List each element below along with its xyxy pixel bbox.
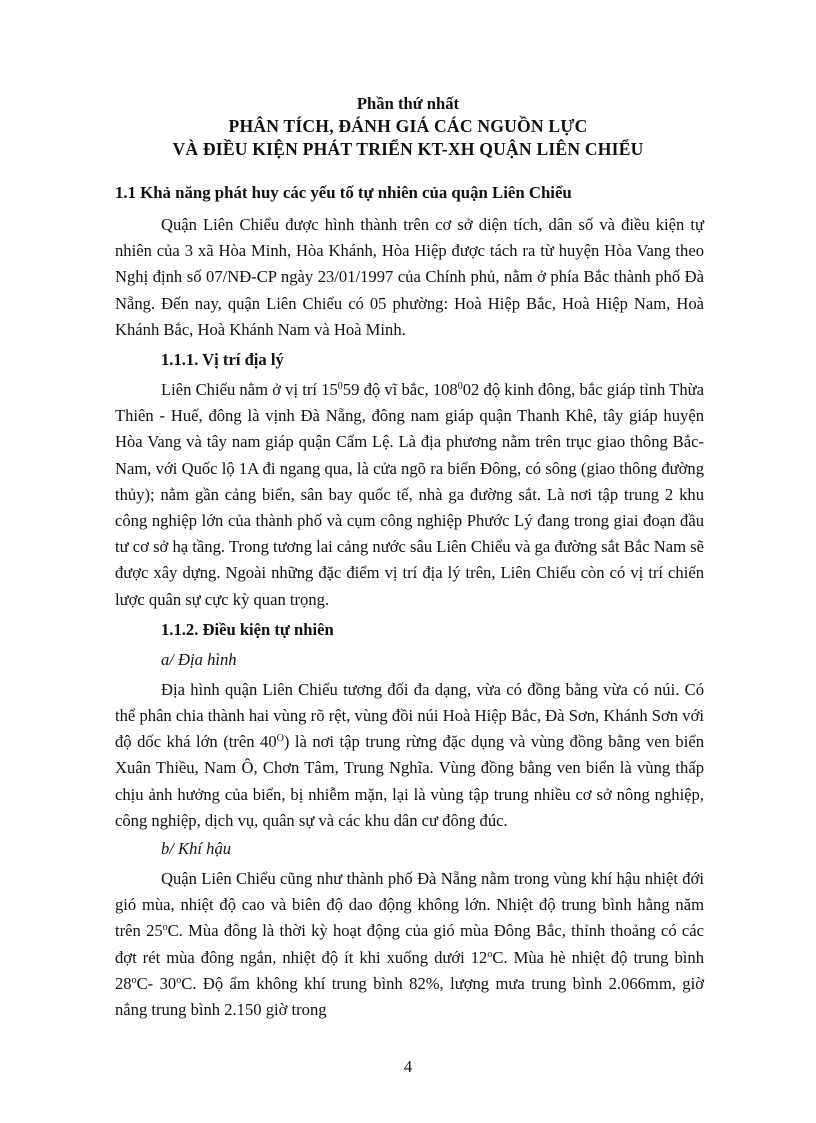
natural-conditions-title: 1.1.2. Điều kiện tự nhiên (161, 619, 334, 639)
chapter-title-line-1: PHÂN TÍCH, ĐÁNH GIÁ CÁC NGUỒN LỰC (228, 116, 588, 136)
terrain-paragraph: Địa hình quận Liên Chiểu tương đối đa dạng, vừa có đồng bằng vừa có núi. Có thể phân chia thành hai vùng rõ rệt, vùng đồi núi Hoà Hiệp Bắc, Đà Sơn, Khánh Sơn với độ dốc khá lớn (trên $40^O$) là nơi tập trung rừng đặc dụng và vùng đồng bằng ven biển Xuân Thiều, Nam Ô, Chơn Tâm, Trung Nghĩa. Vùng đồng bằng ven biển là vùng thấp chịu ảnh hưởng của biển, bị nhiễm mặn, lại là vùng tập trung nhiều cơ sở nông nghiệp, công nghiệp, dịch vụ, quân sự và các khu dân cư đông đúc. (115, 679, 705, 830)
terrain-title: a/ Địa hình (161, 649, 237, 669)
climate-paragraph: Quận Liên Chiểu cũng như thành phố Đà Nẵng nằm trong vùng khí hậu nhiệt đới gió mùa, nhiệt độ cao và biên độ dao động không lớn. Nhiệt độ trung bình hằng năm trên 25$^o$C. Mùa đông là thời kỳ hoạt động của gió mùa Đông Bắc, thỉnh thoảng có các đợt rét mùa đông ngắn, nhiệt độ ít khi xuống dưới 12$^o$C. Mùa hè nhiệt độ trung bình 28$^o$C- 30$^o$C. Độ ẩm không khí trung bình 82%, lượng mưa trung bình 2.066mm, giờ nắng trung bình 2.150 giờ trong (115, 869, 705, 1020)
location-paragraph: Liên Chiểu nằm ở vị trí $15^059$ độ vĩ bắc, $108^002$ độ kinh đông, bắc giáp tỉnh Thừa Thiên - Huế, đông là vịnh Đà Nẵng, đông nam giáp quận Thanh Khê, tây giáp huyện Hòa Vang và tây nam giáp quận Cẩm Lệ. Là địa phương nằm trên trục giao thông Bắc-Nam, với Quốc lộ 1A đi ngang qua, là cửa ngõ ra biển Đông, có sông (giao thông đường thủy); nằm gần cảng biển, sân bay quốc tế, nhà ga đường sắt. Là nơi tập trung 2 khu công nghiệp lớn của thành phố và cụm công nghiệp Phước Lý đang trong giai đoạn đầu tư cơ sở hạ tầng. Trong tương lai cảng nước sâu Liên Chiểu và ga đường sắt Bắc Nam sẽ được xây dựng. Ngoài những đặc điểm vị trí địa lý trên, Liên Chiểu còn có vị trí chiến lược quân sự cực kỳ quan trọng. (115, 380, 705, 609)
page-number: 4 (403, 1057, 413, 1076)
part-label: Phần thứ nhất (356, 94, 460, 113)
intro-paragraph: Quận Liên Chiểu được hình thành trên cơ sở diện tích, dân số và điều kiện tự nhiên của 3 xã Hòa Minh, Hòa Khánh, Hòa Hiệp được tách ra từ huyện Hòa Vang theo Nghị định số 07/NĐ-CP ngày 23/01/1997 của Chính phủ, nằm ở phía Bắc thành phố Đà Nẵng. Đến nay, quận Liên Chiểu có 05 phường: Hoà Hiệp Bắc, Hoà Hiệp Nam, Hoà Khánh Bắc, Hoà Khánh Nam và Hoà Minh. (115, 215, 704, 339)
chapter-title-line-2: VÀ ĐIỀU KIỆN PHÁT TRIỂN KT-XH QUẬN LIÊN CHIỂU (172, 139, 644, 159)
section-title: 1.1 Khả năng phát huy các yếu tố tự nhiên của quận Liên Chiểu (115, 183, 572, 202)
body-text (115, 180, 704, 1023)
location-title: 1.1.1. Vị trí địa lý (161, 350, 284, 370)
chapter-heading (100, 92, 716, 161)
climate-title: b/ Khí hậu (161, 839, 232, 859)
